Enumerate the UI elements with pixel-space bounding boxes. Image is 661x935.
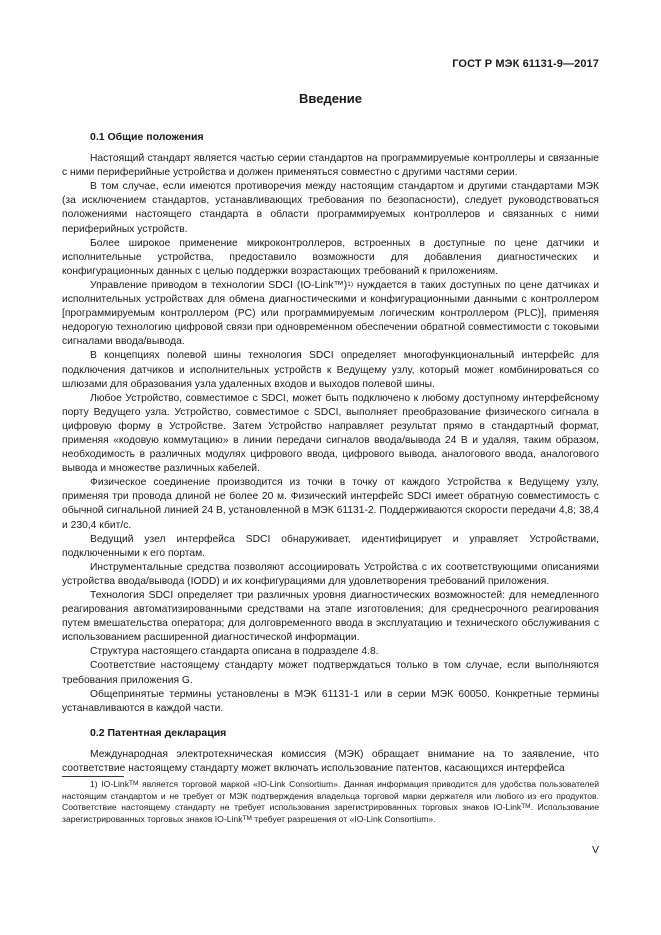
footnote: 1) IO-Link™ является торговой маркой «IO-Link Consortium». Данная информация приводится для удобства пользователей настоящим стандартом и не требует от МЭК подтверждения владельца торговой марки держателя или любого из его продуктов. Соответствие настоящему стандарту не требует использования зарегистрированных торговых знаков IO-Link™. Использование зарегистрированных торговых знаков IO-Link™ требует разрешения от «IO-Link Consortium». bbox=[62, 779, 599, 824]
section-heading-patent: 0.2 Патентная декларация bbox=[90, 726, 227, 739]
paragraph: Соответствие настоящему стандарту может подтверждаться только в том случае, если выполняются требования приложения G. bbox=[62, 660, 599, 686]
paragraph: Любое Устройство, совместимое с SDCI, может быть подключено к любому доступному интерфейсному порту Ведущего узла. Устройство, совместимое с SDCI, выполняет преобразование физического сигнала в цифровую форму в Устройстве. Затем Устройство направляет результат прямо в стандартный формат, применяя «кодовую коммутацию» в линии передачи сигналов ввода/вывода 24 В и удаляя, таким образом, необходимость в различных модулях цифрового ввода, цифрового вывода, аналогового ввода, аналогового вывода и множестве различных кабелей. bbox=[62, 392, 599, 475]
paragraph: Более широкое применение микроконтроллеров, встроенных в доступные по цене датчики и исполнительные устройства, предоставило возможности для добавления диагностических и конфигурационных данных с целью поддержки возрастающих требований к приложениям. bbox=[62, 237, 599, 277]
paragraph-with-footnote-ref: Управление приводом в технологии SDCI (IO-Link™)$^{1)}$ нуждается в таких доступных по цене датчиках и исполнительных устройствах для обмена диагностическими и конфигурационными данными с контроллером [программируемым контроллером (PC) или программируемым логическим контроллером (PLC)], применяя недорогую технологию цифровой связи при одновременном обеспечении обратной совместимости с токовыми сигналами ввода/вывода. bbox=[62, 279, 599, 348]
paragraph: Международная электротехническая комиссия (МЭК) обращает внимание на то заявление, что соответствие настоящему стандарту может включать использование патентов, касающихся интерфейса bbox=[62, 748, 599, 775]
paragraph: Общепринятые термины установлены в МЭК 61131-1 или в серии МЭК 60050. Конкретные термины устанавливаются в каждой части. bbox=[62, 688, 599, 714]
footnote-ref: 1) bbox=[347, 280, 354, 288]
paragraph: Ведущий узел интерфейса SDCI обнаруживает, идентифицирует и управляет Устройствами, подключенными к его портам. bbox=[62, 533, 599, 559]
document-body bbox=[62, 130, 599, 776]
paragraph: Структура настоящего стандарта описана в подразделе 4.8. bbox=[90, 646, 379, 658]
paragraph: В том случае, если имеются противоречия между настоящим стандартом и другими стандартами МЭК (за исключением стандартов, устанавливающих требования по безопасности), следует руководствоваться положениями настоящего стандарта в области программируемых контроллеров и связанных с ними периферийных устройств. bbox=[62, 181, 599, 235]
paragraph: Технология SDCI определяет три различных уровня диагностических возможностей: для немедленного реагирования автоматизированными средствами на этапе изготовления; для среднесрочного реагирования путем вмешательства оператора; для долговременного ввода в эксплуатацию и технического обслуживания с использованием расширенной диагностической информации. bbox=[62, 590, 599, 644]
footnote-divider bbox=[62, 776, 124, 777]
paragraph: В концепциях полевой шины технология SDCI определяет многофункциональный интерфейс для подключения датчиков и исполнительных устройств к Ведущему узлу, который может комбинироваться со шлюзами для образования узла удаленных входов и выходов полевой шины. bbox=[62, 350, 599, 390]
document-id: ГОСТ Р МЭК 61131-9—2017 bbox=[452, 58, 599, 70]
page-title: Введение bbox=[299, 91, 362, 106]
paragraph: Физическое соединение производится из точки в точку от каждого Устройства к Ведущему узлу, применяя три провода длиной не более 20 м. Физический интерфейс SDCI имеет обратную совместимость с обычной сигнальной линией 24 В, установленной в МЭК 61131-2. Поддерживаются скорости передачи 4,8; 38,4 и 230,4 кбит/с. bbox=[62, 477, 599, 531]
paragraph: Инструментальные средства позволяют ассоциировать Устройства с их соответствующими описаниями устройства ввода/вывода (IODD) и их конфигурациями для удовлетворения требований приложения. bbox=[62, 561, 599, 587]
page-number: V bbox=[591, 844, 599, 856]
paragraph: Настоящий стандарт является частью серии стандартов на программируемые контроллеры и связанные с ними периферийные устройства и должен применяться совместно с другими частями серии. bbox=[62, 153, 599, 179]
section-heading-general: 0.1 Общие положения bbox=[90, 131, 204, 143]
